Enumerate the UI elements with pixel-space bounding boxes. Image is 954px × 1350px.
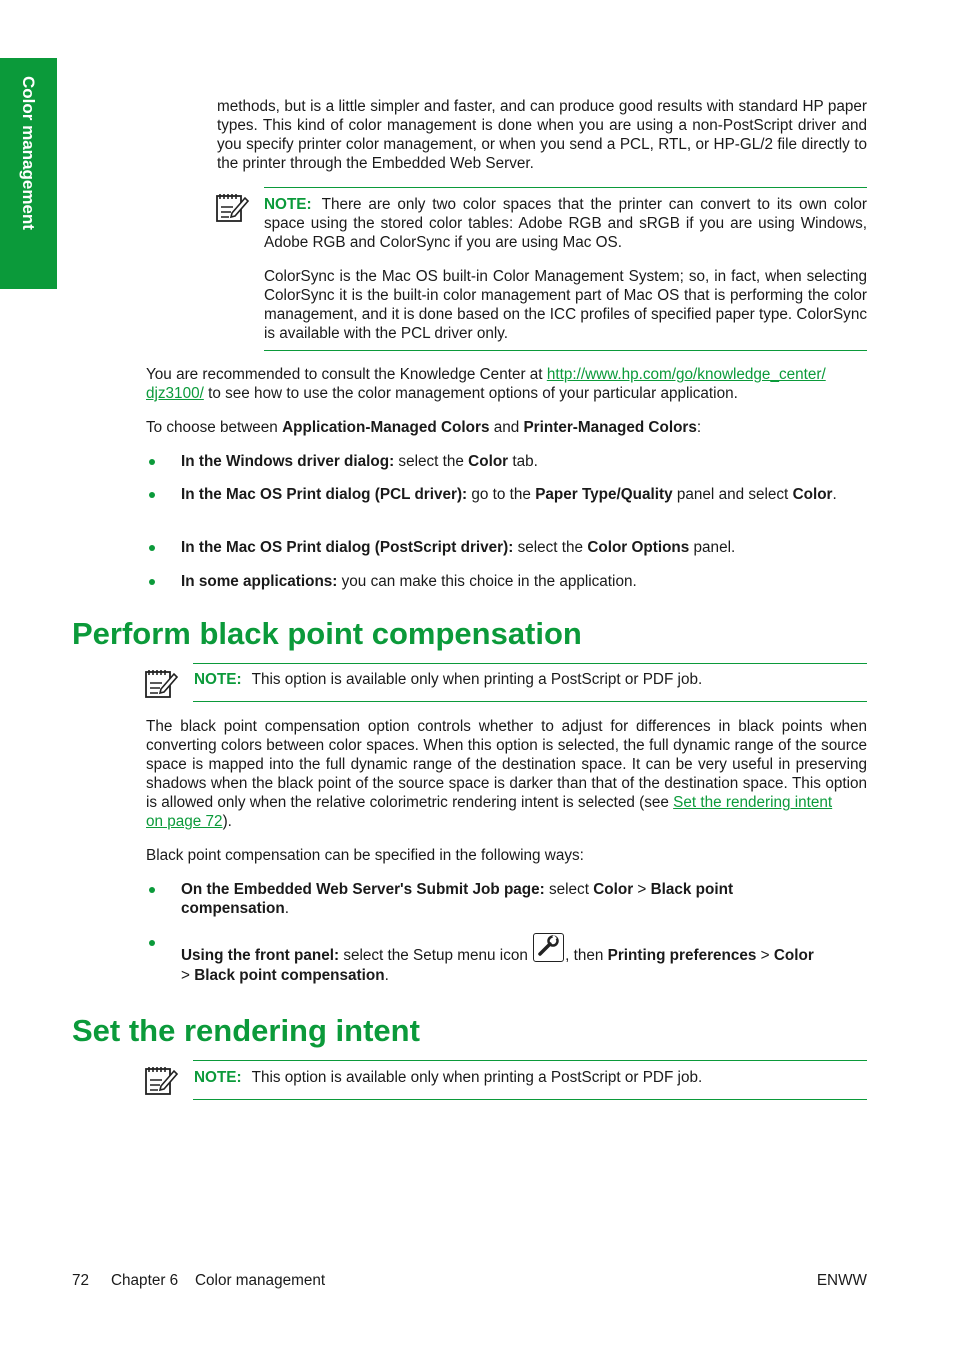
black-point-paragraph (146, 717, 867, 831)
choose-option-1: Application-Managed Colors (282, 419, 490, 436)
list-item (181, 880, 867, 918)
list-item-bold-2: Paper Type/Quality (535, 486, 673, 503)
list-item-bold-2: Color Options (587, 539, 690, 556)
list-item-text-2: , then (565, 947, 608, 964)
note-icon (144, 667, 178, 699)
list-item-bold-4: compensation (181, 900, 285, 917)
rendering-intent-page-link[interactable]: on page 72 (146, 813, 223, 830)
note-icon (215, 191, 249, 223)
bullet-marker (149, 492, 155, 498)
footer-chapter-title: Color management (195, 1272, 326, 1289)
chapter-side-tab (0, 58, 57, 289)
list-item (181, 572, 867, 591)
bullet-marker (149, 887, 155, 893)
knowledge-text-after: to see how to use the color management options of your particular application. (203, 385, 738, 402)
list-item (181, 485, 867, 504)
list-item-bold: Using the front panel: (181, 947, 340, 964)
bullet-marker (149, 940, 155, 946)
note1-body: There are only two color spaces that the printer can convert to its own color space using the stored color tables: Adobe RGB and sRGB if you are using Windows, Adobe RGB and ColorSync if you are using Mac OS. (264, 196, 867, 251)
footer-chapter: Chapter 6 (111, 1272, 179, 1289)
list-item-bold: In some applications: (181, 573, 338, 590)
rendering-intent-link[interactable]: Set the rendering intent (673, 794, 833, 811)
note3-top-rule (193, 1060, 867, 1061)
list-item-bold-3: Color (792, 486, 833, 503)
list-item-bold-2: Printing preferences (607, 947, 757, 964)
choose-option-2: Printer-Managed Colors (523, 419, 697, 436)
list-item-bold-2: Color (468, 453, 509, 470)
list-item-text: select (544, 881, 594, 898)
footer-edition: ENWW (816, 1272, 867, 1289)
list-item (181, 452, 867, 471)
note2-top-rule (193, 663, 867, 664)
note3-bottom-rule (193, 1099, 867, 1100)
list-item-text-2: panel. (689, 539, 736, 556)
chapter-side-tab-label: Color management (19, 76, 38, 230)
knowledge-paragraph (146, 365, 867, 403)
list-item-text-5: . (384, 967, 389, 984)
bullet-marker (149, 579, 155, 585)
choose-paragraph (146, 418, 867, 437)
knowledge-center-link-cont[interactable]: djz3100/ (146, 385, 204, 402)
list-item-bold-3: Color (773, 947, 814, 964)
note1-label: NOTE: (264, 196, 312, 213)
list-item-text-3: . (832, 486, 837, 503)
knowledge-center-link[interactable]: http://www.hp.com/go/knowledge_center/ (546, 366, 826, 383)
list-item-text: select the (513, 539, 588, 556)
section-heading-rendering-intent: Set the rendering intent (72, 1013, 420, 1048)
knowledge-text-before: You are recommended to consult the Knowledge Center at (146, 366, 547, 383)
note2-label: NOTE: (194, 671, 242, 688)
list-item-bold: In the Mac OS Print dialog (PostScript driver): (181, 539, 514, 556)
list-item-bold: On the Embedded Web Server's Submit Job page: (181, 881, 545, 898)
list-item-text: select the Setup menu icon (339, 947, 533, 964)
list-item-text: you can make this choice in the application. (337, 573, 637, 590)
note2-bottom-rule (193, 701, 867, 702)
list-item-text-2: > (633, 881, 651, 898)
list-item-text: go to the (467, 486, 536, 503)
note1-top-rule (264, 187, 867, 188)
note3-text (194, 1068, 867, 1087)
ways-paragraph: Black point compensation can be specified in the following ways: (146, 847, 584, 864)
list-item-text-3: > (756, 947, 774, 964)
list-item-bold-4: Black point compensation (194, 967, 385, 984)
list-item-text-3: . (284, 900, 289, 917)
section-heading-black-point: Perform black point compensation (72, 616, 582, 651)
list-item-text-2: panel and select (672, 486, 793, 503)
black-point-text: The black point compensation option controls whether to adjust for differences in black points when converting colors between color spaces. When this option is selected, the full dynamic range of the source space is mapped into the full dynamic range of the destination space. It can be very useful in preserving shadows when the black point of the source space is darker than that of the destination space. This option is allowed only when the relative colorimetric rendering intent is selected (see (146, 718, 867, 811)
note2-text (194, 670, 867, 689)
list-item-text: select the (394, 453, 469, 470)
note1-bottom-rule (264, 350, 867, 351)
bullet-marker (149, 459, 155, 465)
list-item-bold: In the Windows driver dialog: (181, 453, 395, 470)
footer-page-number: 72 (72, 1272, 90, 1289)
bullet-marker (149, 545, 155, 551)
list-item-bold-3: Black point (650, 881, 734, 898)
list-item-bold: In the Mac OS Print dialog (PCL driver): (181, 486, 468, 503)
list-item-bold-2: Color (593, 881, 634, 898)
note3-body: This option is available only when printing a PostScript or PDF job. (251, 1069, 703, 1086)
note1-text (264, 195, 867, 252)
note2-body: This option is available only when printing a PostScript or PDF job. (251, 671, 703, 688)
list-item (181, 538, 867, 557)
note-icon (144, 1064, 178, 1096)
list-item-text-4: > (181, 967, 195, 984)
choose-text: To choose between (146, 419, 283, 436)
list-item (181, 933, 867, 986)
note3-label: NOTE: (194, 1069, 242, 1086)
choose-text-mid: and (489, 419, 524, 436)
list-item-text-2: tab. (508, 453, 538, 470)
choose-text-end: : (696, 419, 702, 436)
black-point-text-end: ). (222, 813, 232, 830)
note1-text2: ColorSync is the Mac OS built-in Color Management System; so, in fact, when selecting ColorSync it is the built-in color management part of Mac OS that is performing the color management, and it is done based on the ICC profiles of specified paper type. ColorSync is available with the PCL driver only. (264, 268, 867, 342)
wrench-icon (533, 933, 564, 962)
intro-paragraph: methods, but is a little simpler and faster, and can produce good results with standard HP paper types. This kind of color management is done when you are using a non-PostScript driver and you specify printer color management, or when you send a PCL, RTL, or HP-GL/2 file directly to the printer through the Embedded Web Server. (217, 98, 867, 172)
